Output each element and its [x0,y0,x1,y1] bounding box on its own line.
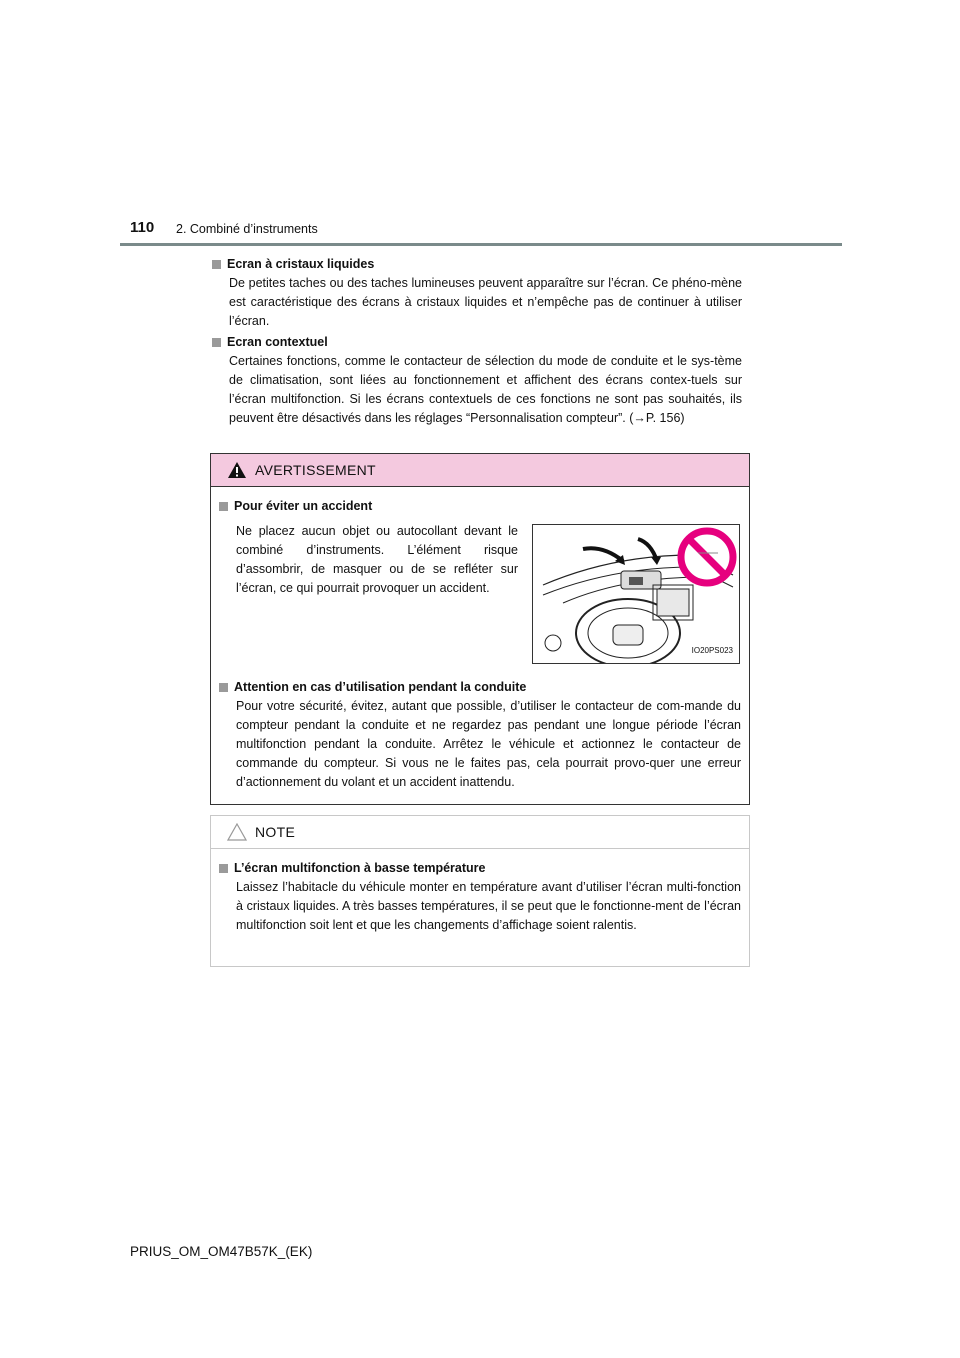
note-header [211,816,749,849]
warning-title: AVERTISSEMENT [255,462,376,478]
square-bullet-icon [212,260,221,269]
warning-item-text: Pour votre sécurité, évitez, autant que possible, d’utiliser le contacteur de com-mande du compteur pendant la conduite et ne regardez pas pendant une longue période l’écran multifonction pendant la conduite. Arrêtez le véhicule et actionnez le contacteur de commande du compteur. Si vous ne le faites pas, cela pourrait provo-quer une erreur d’actionnement du volant et un accident inattendu. [236,699,741,789]
chapter-title: 2. Combiné d’instruments [176,222,318,236]
note-box [210,815,750,967]
dashboard-illustration [532,524,740,664]
section-heading-text: Ecran contextuel [227,335,328,349]
section-heading-text: Ecran à cristaux liquides [227,257,375,271]
warning-item-heading [219,678,741,697]
section-heading [212,333,742,352]
note-triangle-icon [227,823,247,841]
note-item-heading [219,859,741,878]
warning-item-heading-text: Attention en cas d’utilisation pendant la conduite [234,680,527,694]
page-number: 110 [130,219,155,236]
section-text: De petites taches ou des taches lumineuses peuvent apparaître sur l’écran. Ce phéno-mène est caractéristique des écrans à cristaux liquides et n’empêche pas de continuer à utiliser l’écran. [229,276,742,328]
note-item-heading-text: L’écran multifonction à basse température [234,861,486,875]
square-bullet-icon [219,502,228,511]
warning-item-heading-text: Pour éviter un accident [234,499,373,513]
footer-code: PRIUS_OM_OM47B57K_(EK) [130,1244,313,1259]
warning-item-text: Ne placez aucun objet ou autocollant devant le combiné d’instruments. L’élément risque d’assombrir, de masquer ou de se refléter sur l’écran, ce qui pourrait provoquer un accident. [236,524,518,595]
header-rule [120,243,842,246]
warning-header [211,454,749,487]
figure-code: IO20PS023 [691,646,733,655]
square-bullet-icon [219,864,228,873]
section-contextual [212,333,742,428]
warning-triangle-icon [227,461,247,479]
square-bullet-icon [212,338,221,347]
square-bullet-icon [219,683,228,692]
note-item-text: Laissez l’habitacle du véhicule monter en température avant d’utiliser l’écran multi-fonction à cristaux liquides. A très basses températures, il se peut que le fonctionne-ment de l’écran multifonction soit lent et que les changements d’affichage soient ralentis. [236,880,741,932]
note-title: NOTE [255,824,296,840]
warning-item-heading [219,497,741,516]
section-text: Certaines fonctions, comme le contacteur de sélection du mode de conduite et le sys-tème de climatisation, sont liées au fonctionnement et affichent des écrans contex-tuels sur l’écran multifonction. Si les écrans contextuels de ces fonctions ne sont pas souhaités, ils peuvent être désactivés dans les réglages “Personnalisation compteur”. (→P. 156) [229,354,742,425]
section-lcd [212,255,742,331]
section-heading [212,255,742,274]
warning-box [210,453,750,805]
